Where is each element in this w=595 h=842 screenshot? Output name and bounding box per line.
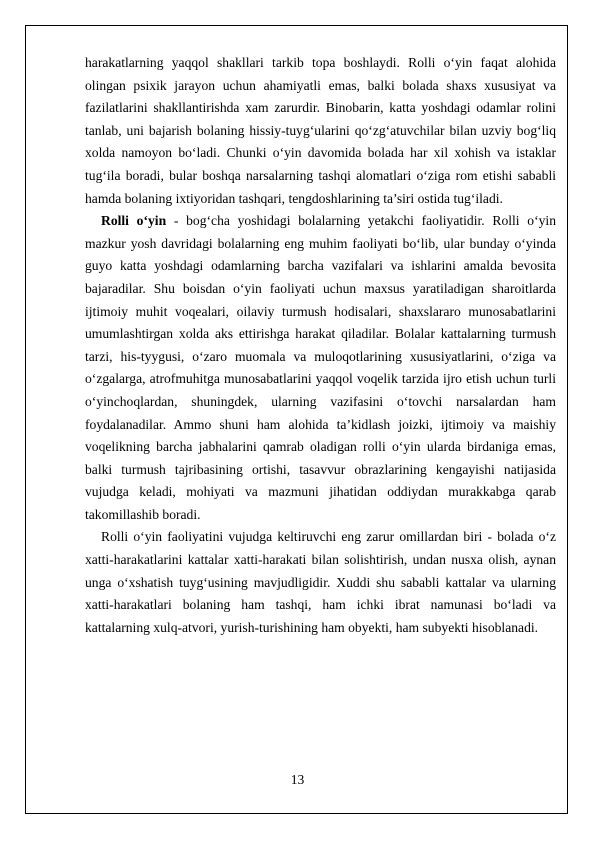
paragraph-1-text: harakatlarning yaqqol shakllari tarkib topa boshlaydi. Rolli o‘yin faqat alohida olingan psixik jarayon uchun ahamiyatli emas, balki bolada shaxs xususiyat va fazilatlarini shakllantirishda xam zarurdir. Binobarin, katta yoshdagi odamlar rolini tanlab, uni bajarish bolaning hissiy-tuyg‘ularini qo‘zg‘atuvchilar bilan uzviy bog‘liq xolda namoyon bo‘ladi. Chunki o‘yin davomida bolada har xil xohish va istaklar tug‘ila boradi, bular boshqa narsalarning tashqi alomatlari o‘ziga rom etishi sababli hamda bolaning ixtiyoridan tashqari, tengdoshlarining ta’siri ostida tug‘iladi. bbox=[85, 55, 556, 206]
paragraph-3 bbox=[85, 526, 556, 639]
paragraph-2-term: Rolli o‘yin bbox=[101, 213, 167, 229]
paragraph-3-text: Rolli o‘yin faoliyatini vujudga keltiruvchi eng zarur omillardan biri - bolada o‘z xatti-harakatlarini kattalar xatti-harakati bilan solishtirish, undan nusxa olish, aynan unga o‘xshatish tuyg‘usining mavjudligidir. Xuddi shu sababli kattalar va ularning xatti-harakatlari bolaning ham tashqi, ham ichki ibrat namunasi bo‘ladi va kattalarning xulq-atvori, yurish-turishining ham obyekti, ham subyekti hisoblanadi. bbox=[85, 529, 556, 635]
paragraph-2-text: - bog‘cha yoshidagi bolalarning yetakchi faoliyatidir. Rolli o‘yin mazkur yosh davridagi bolalarning eng muhim faoliyati bo‘lib, ular bunday o‘yinda guyo katta yoshdagi odamlarning barcha vazifalari va ishlarini amalda bevosita bajaradilar. Shu boisdan o‘yin faoliyati uchun maxsus yaratiladigan sharoitlarda ijtimoiy muhit voqealari, oilaviy turmush hodisalari, shaxslararo munosabatlarini umumlashtirgan xolda aks ettirishga harakat qiladilar. Bolalar kattalarning turmush tarzi, his-tyygusi, o‘zaro muomala va muloqotlarining xususiyatlarini, o‘ziga va o‘zgalarga, atrofmuhitga munosabatlarini yaqqol voqelik tarzida ijro etish uchun turli o‘yinchoqlardan, shuningdek, ularning vazifasini o‘tovchi narsalardan ham foydalanadilar. Ammo shuni ham alohida ta’kidlash joizki, ijtimoiy va maishiy voqelikning barcha jabhalarini qamrab oladigan rolli o‘yin ularda birdaniga emas, balki turmush tajribasining ortishi, tasavvur obrazlarining kengayishi natijasida vujudga keladi, mohiyati va mazmuni jihatidan oddiydan murakkabga qarab takomillashib boradi. bbox=[85, 213, 556, 522]
document-body bbox=[85, 52, 556, 639]
page-number: 13 bbox=[290, 772, 305, 787]
paragraph-2 bbox=[85, 210, 556, 526]
paragraph-1 bbox=[85, 52, 556, 210]
